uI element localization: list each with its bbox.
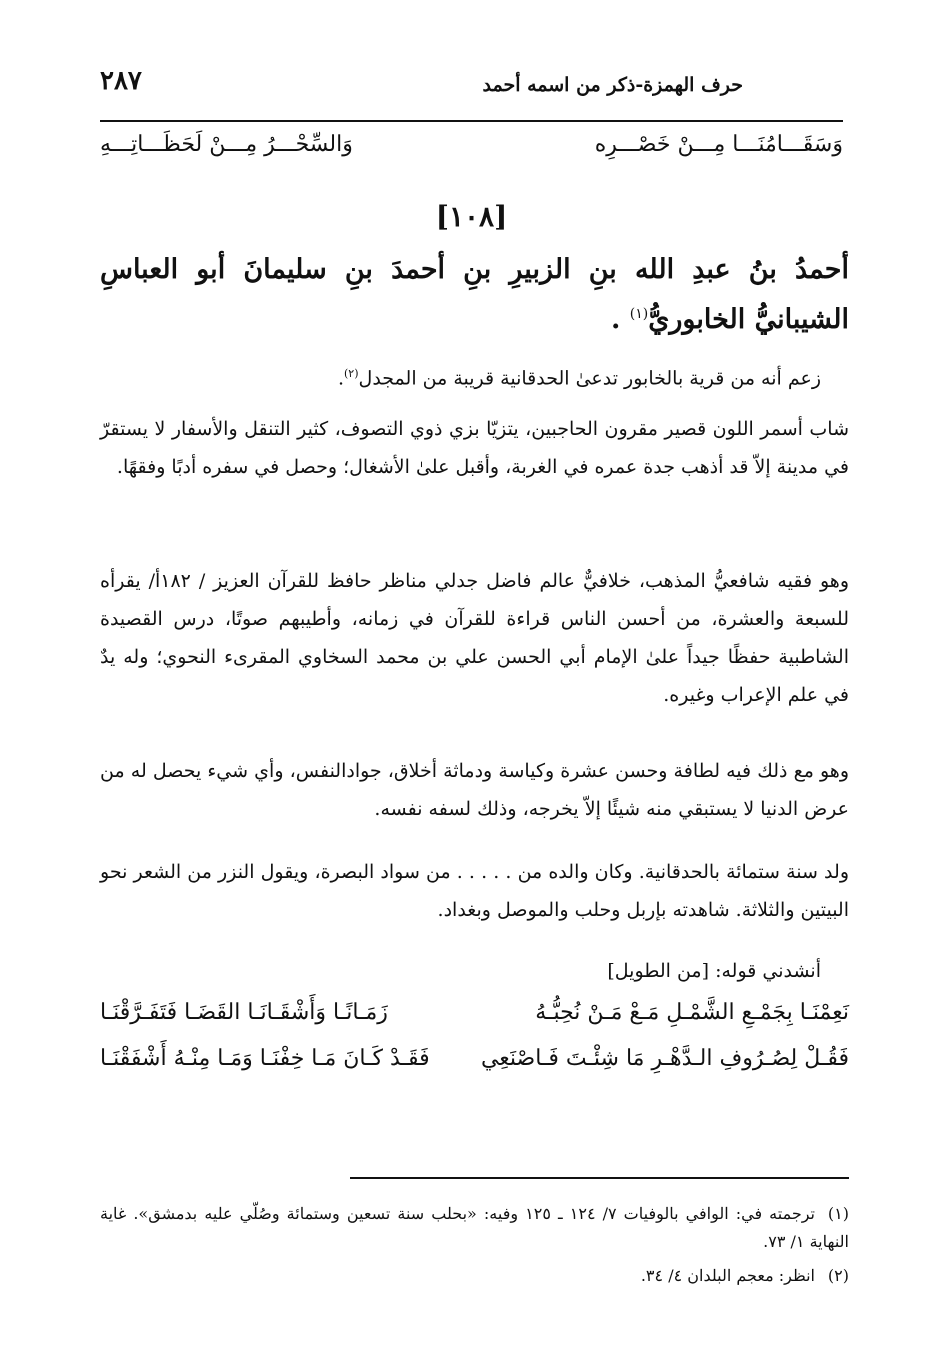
poem-intro: أنشدني قوله: [من الطويل] — [607, 960, 821, 982]
footnote-1-mark: (١) — [827, 1204, 849, 1223]
paragraph-description: شاب أسمر اللون قصير مقرون الحاجبين، يتزيّا بزي ذوي التصوف، كثير التنقل والأسفار لا يستقرّ في مدينة إلاّ قد أذهب جدة عمره في الغربة، وأقبل علىٰ الأشغال؛ وحصل في سفره أدبًا وفقهًا. — [100, 418, 849, 478]
entry-name-text: أحمدُ بنُ عبدِ الله بنِ الزبيرِ بنِ أحمدَ بنِ سليمانَ أبو العباسِ الشيبانيُّ الخابوريُّ — [100, 254, 849, 335]
running-title: حرف الهمزة-ذكر من اسمه أحمد — [482, 74, 743, 96]
paragraph-origin-text: زعم أنه من قرية بالخابور تدعىٰ الحدقانية قريبة من المجدل — [358, 367, 821, 390]
paragraph-birth: ولد سنة ستمائة بالحدقانية. وكان والده من . . . . . من سواد البصرة، ويقول النزر من الشعر نحو البيتين والثلاثة. شاهدته بإربل وحلب والموصل وبغداد. — [100, 861, 849, 921]
entry-number: [١٠٨] — [435, 200, 508, 233]
paragraph-origin — [100, 355, 821, 397]
entry-name-end: . — [610, 304, 630, 335]
paragraph-origin-end: . — [337, 367, 344, 390]
verse-continuation — [100, 132, 843, 176]
paragraph-character: وهو مع ذلك فيه لطافة وحسن عشرة وكياسة ودماثة أخلاق، جوادالنفس، وأي شيء يحصل له من عرض الدنيا لا يستبقي منه شيئًا إلاّ يخرجه، وذلك لسفه نفسه. — [100, 760, 849, 820]
poem-line — [100, 1046, 849, 1086]
poem-left-hemistich: زَمَـانًـا وَأَشْقَـانَـا القَضَـا فَتَفَـرَّقْنَـا — [100, 1000, 388, 1025]
footnote-2-text: انظر: معجم البلدان ٤/ ٣٤. — [640, 1266, 815, 1285]
poem-line — [100, 1000, 849, 1040]
header-rule — [100, 120, 843, 122]
footnote-1-text: ترجمته في: الوافي بالوفيات ٧/ ١٢٤ ـ ١٢٥ وفيه: «بحلب سنة تسعين وستمائة وصُلّي عليه بدمشق». غاية النهاية ١/ ٧٣. — [100, 1204, 849, 1251]
poem-right-hemistich: فَقُـلْ لِصُـرُوفِ الـدَّهْـرِ مَا شِئْـتَ فَـاصْنَعِي — [480, 1046, 849, 1071]
entry-name — [100, 248, 849, 342]
verse-left-hemistich: وَالسِّحْـــرُ مِـــنْ لَحَظَـــاتِـــهِ — [100, 132, 353, 157]
footnote-ref-1: (١) — [629, 306, 649, 322]
page-number: ٢٨٧ — [100, 66, 142, 96]
paragraph-scholarship: وهو فقيه شافعيُّ المذهب، خلافيٌّ عالم فاضل جدلي مناظر حافظ للقرآن العزيز / ١٨٢أ/ يقرأه للسبعة والعشرة، من أحسن الناس قراءة للقرآن في زمانه، وأطيبهم صوتًا، درس القصيدة الشاطبية حفظًا جيداً علىٰ الإمام أبي الحسن علي بن محمد السخاوي المقرىء النحوي؛ وله يدٌ في علم الإعراب وغيره. — [100, 570, 849, 706]
poem-right-hemistich: نَعِمْنَـا بِجَمْـعِ الشَّمْـلِ مَـعْ مَـنْ نُحِبُّـهُ — [535, 1000, 849, 1025]
running-head — [100, 66, 843, 106]
footnote-ref-2: (٢) — [344, 367, 359, 380]
verse-right-hemistich: وَسَقَـــامُنَـــا مِـــنْ خَصْـــرِه — [594, 132, 843, 157]
footnote-rule — [350, 1177, 849, 1179]
footnote-2-mark: (٢) — [827, 1266, 849, 1285]
footnote-2 — [100, 1262, 849, 1290]
footnote-1 — [100, 1200, 849, 1256]
poem-left-hemistich: فَقَـدْ كَـانَ مَـا خِفْنَـا وَمَـا مِنْـهُ أَشْفَقْنَـا — [100, 1046, 430, 1071]
